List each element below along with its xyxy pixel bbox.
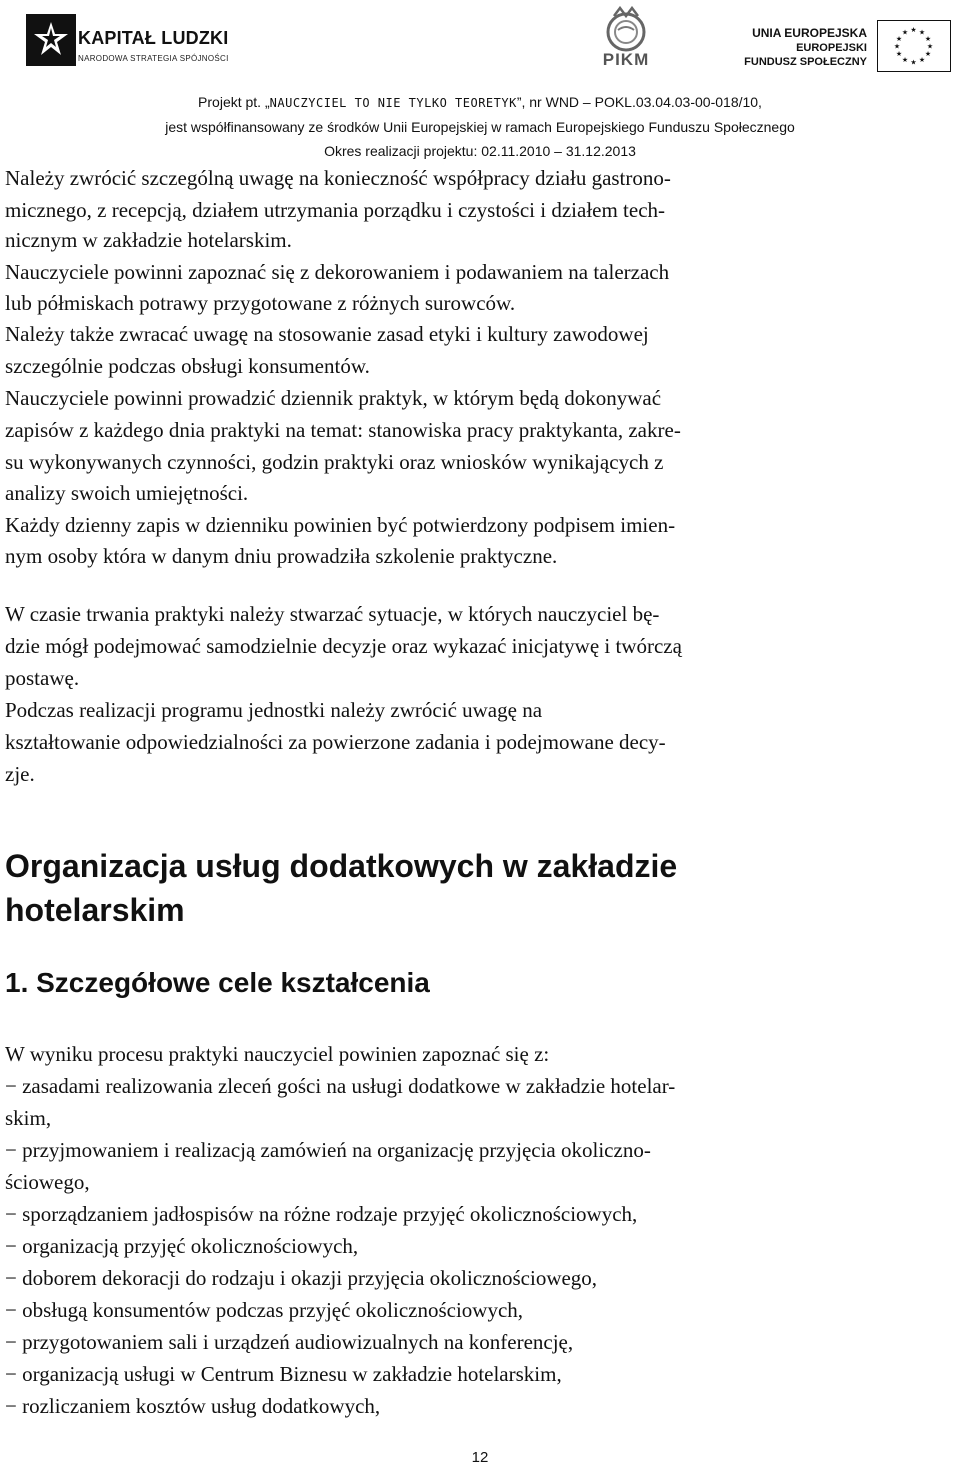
list-item: − doborem dekoracji do rodzaju i okazji przyjęcia okolicznościowego, xyxy=(5,1266,598,1290)
svg-text:★: ★ xyxy=(924,35,932,43)
svg-text:★: ★ xyxy=(895,35,903,43)
project-title-line xyxy=(0,94,960,110)
project-name: NAUCZYCIEL TO NIE TYLKO TEORETYK xyxy=(269,96,517,110)
text-line: Każdy dzienny zapis w dzienniku powinien być potwierdzony podpisem imien- xyxy=(5,513,676,537)
eu-logo-line2: EUROPEJSKI xyxy=(796,42,867,54)
svg-text:★: ★ xyxy=(924,50,932,58)
list-item: ściowego, xyxy=(5,1170,90,1194)
svg-text:★: ★ xyxy=(918,28,926,37)
list-item: − przygotowaniem sali i urządzeń audiowizualnych na konferencję, xyxy=(5,1330,574,1354)
project-suffix: ”, nr WND – POKL.03.04.03-00-018/10, xyxy=(516,94,762,110)
svg-text:★: ★ xyxy=(901,28,909,37)
intro-line: W wyniku procesu praktyki nauczyciel powinien zapoznać się z: xyxy=(5,1042,550,1066)
project-prefix: Projekt pt. „ xyxy=(198,94,270,110)
svg-text:★: ★ xyxy=(926,42,934,51)
logo-subtitle: NARODOWA STRATEGIA SPÓJNOŚCI xyxy=(78,54,229,63)
text-line: nicznym w zakładzie hotelarskim. xyxy=(5,228,292,252)
section-heading: Organizacja usług dodatkowych w zakładzie xyxy=(5,848,678,884)
list-item: − rozliczaniem kosztów usług dodatkowych, xyxy=(5,1394,381,1418)
list-item: − organizacją przyjęć okolicznościowych, xyxy=(5,1234,359,1258)
eu-logo xyxy=(744,16,955,76)
pikm-logo-text: PIKM xyxy=(602,50,650,69)
logo-title: KAPITAŁ LUDZKI xyxy=(78,28,229,48)
text-line: zje. xyxy=(5,762,35,786)
text-line: lub półmiskach potrawy przygotowane z różnych surowców. xyxy=(5,291,516,315)
eu-logo-line1: UNIA EUROPEJSKA xyxy=(752,26,867,40)
svg-text:★: ★ xyxy=(901,56,909,64)
text-line: Nauczyciele powinni prowadzić dziennik praktyk, w którym będą dokonywać xyxy=(5,386,662,410)
pikm-logo xyxy=(594,6,658,70)
text-line: W czasie trwania praktyki należy stwarzać sytuacje, w których nauczyciel bę- xyxy=(5,602,660,626)
text-line: szczególnie podczas obsługi konsumentów. xyxy=(5,354,370,378)
svg-text:★: ★ xyxy=(910,26,917,34)
eu-flag-icon xyxy=(877,20,951,72)
project-period-line: Okres realizacji projektu: 02.11.2010 – 31.12.2013 xyxy=(324,143,636,159)
svg-text:★: ★ xyxy=(910,58,917,67)
list-item: − sporządzaniem jadłospisów na różne rodzaje przyjęć okolicznościowych, xyxy=(5,1202,638,1226)
text-line: postawę. xyxy=(5,666,80,690)
text-line: micznego, z recepcją, działem utrzymania porządku i czystości i działem tech- xyxy=(5,198,666,222)
cofinance-line: jest współfinansowany ze środków Unii Europejskiej w ramach Europejskiego Funduszu Społecznego xyxy=(165,119,795,135)
text-line: nym osoby która w danym dniu prowadziła szkolenie praktyczne. xyxy=(5,544,558,568)
subsection-heading: 1. Szczegółowe cele kształcenia xyxy=(5,967,430,998)
text-line: Należy także zwracać uwagę na stosowanie zasad etyki i kultury zawodowej xyxy=(5,322,649,346)
svg-text:★: ★ xyxy=(918,56,926,64)
text-line: analizy swoich umiejętności. xyxy=(5,481,249,505)
text-line: su wykonywanych czynności, godzin praktyki oraz wniosków wynikających z xyxy=(5,450,664,474)
list-item: skim, xyxy=(5,1106,52,1130)
text-line: dzie mógł podejmować samodzielnie decyzje oraz wykazać inicjatywę i twórczą xyxy=(5,634,682,658)
list-item: − zasadami realizowania zleceń gości na usługi dodatkowe w zakładzie hotelar- xyxy=(5,1074,676,1098)
text-line: Należy zwrócić szczególną uwagę na konieczność współpracy działu gastrono- xyxy=(5,166,671,190)
kapital-ludzki-logo xyxy=(26,14,256,72)
section-heading-cont: hotelarskim xyxy=(5,892,185,928)
list-item: − przyjmowaniem i realizacją zamówień na organizację przyjęcia okoliczno- xyxy=(5,1138,651,1162)
text-line: zapisów z każdego dnia praktyki na temat: stanowiska pracy praktykanta, zakre- xyxy=(5,418,681,442)
pikm-emblem-icon xyxy=(594,6,658,54)
page-number: 12 xyxy=(471,1449,489,1466)
text-line: kształtowanie odpowiedzialności za powierzone zadania i podejmowane decy- xyxy=(5,730,666,754)
svg-text:★: ★ xyxy=(893,42,901,51)
list-item: − organizacją usługi w Centrum Biznesu w zakładzie hotelarskim, xyxy=(5,1362,562,1386)
text-line: Podczas realizacji programu jednostki należy zwrócić uwagę na xyxy=(5,698,543,722)
text-line: Nauczyciele powinni zapoznać się z dekorowaniem i podawaniem na talerzach xyxy=(5,260,670,284)
svg-text:★: ★ xyxy=(895,50,903,58)
list-item: − obsługą konsumentów podczas przyjęć okolicznościowych, xyxy=(5,1298,524,1322)
kapital-ludzki-emblem-icon xyxy=(26,14,76,66)
eu-logo-line3: FUNDUSZ SPOŁECZNY xyxy=(744,56,867,68)
